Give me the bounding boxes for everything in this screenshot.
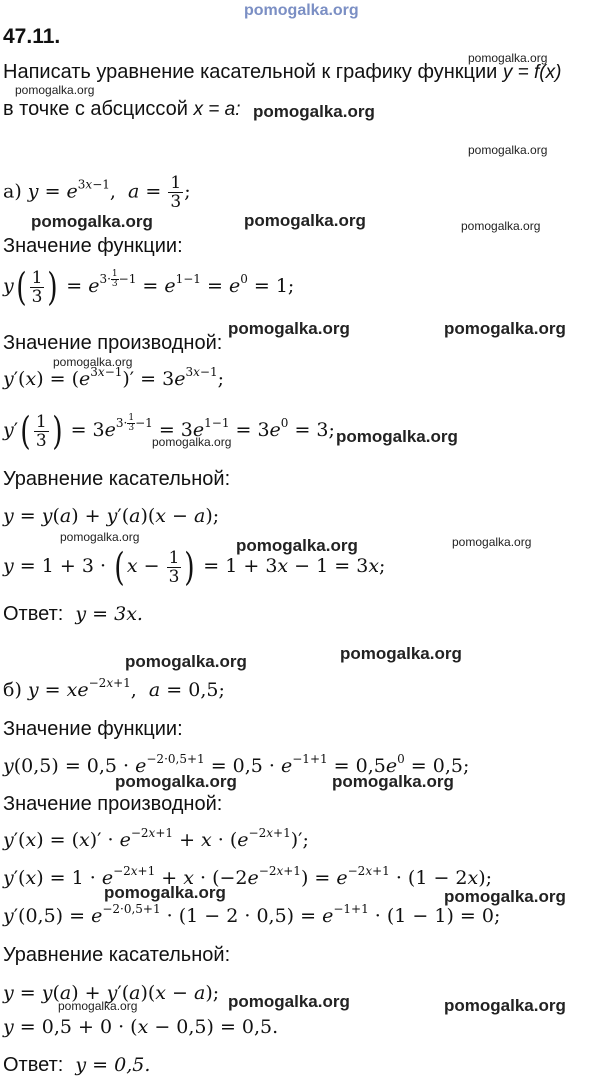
site-watermark: pomogalka.org — [125, 652, 247, 671]
part-b-func-value: $y(0,5) = 0,5 \cdot e^{-2\cdot 0,5+1} = 0,5 \cdot e^{-1+1} = 0,5e^0 = 0,5$; — [3, 752, 470, 777]
site-watermark: pomogalka.org — [468, 143, 548, 157]
task-math-2: x = a: — [193, 99, 241, 120]
site-watermark-top: pomogalka.org — [244, 2, 359, 19]
part-b-tangent-label: Уравнение касательной: — [3, 944, 231, 966]
task-math-1: y = f(x) — [502, 62, 562, 83]
task-line-1 — [3, 62, 561, 82]
site-watermark: pomogalka.org — [53, 355, 133, 369]
part-a-statement: а) $y = e^{3x-1}$, a = $\frac{1}{3}$ ; — [3, 173, 191, 212]
site-watermark: pomogalka.org — [336, 427, 458, 446]
site-watermark: pomogalka.org — [228, 319, 350, 338]
part-a-tangent-label: Уравнение касательной: — [3, 468, 231, 490]
site-watermark: pomogalka.org — [104, 883, 226, 902]
site-watermark: pomogalka.org — [340, 644, 462, 663]
part-b-answer — [3, 1055, 150, 1075]
site-watermark: pomogalka.org — [60, 530, 140, 544]
site-watermark: pomogalka.org — [444, 319, 566, 338]
part-a-func-value: y( $\frac{1}{3}$ ) = $e^{3\cdot \frac{1}{3} -1} = e^{1-1} = e^0 = 1$; — [3, 265, 295, 309]
site-watermark: pomogalka.org — [236, 536, 358, 555]
part-a-marker: а) — [3, 180, 22, 203]
task-text-1: Написать уравнение касательной к графику функции — [3, 61, 498, 83]
part-b-value-func-label: Значение функции: — [3, 718, 183, 740]
part-a-answer — [3, 604, 143, 624]
part-a-value-func-label: Значение функции: — [3, 235, 183, 257]
part-a-answer-label: Ответ: — [3, 603, 64, 625]
site-watermark: pomogalka.org — [253, 102, 375, 121]
part-a-tangent-general: y = y(a) + y′(a)(x − a); — [3, 505, 220, 527]
problem-number: 47.11. — [3, 25, 61, 48]
site-watermark: pomogalka.org — [31, 212, 153, 231]
part-b-marker: б) — [3, 679, 22, 701]
site-watermark: pomogalka.org — [244, 211, 366, 230]
part-b-value-deriv-label: Значение производной: — [3, 793, 223, 815]
part-b-deriv-product: $y'(x) = (x)' \cdot e^{-2x+1} + x \cdot (e^{-2x+1})'$; — [3, 826, 309, 851]
site-watermark: pomogalka.org — [452, 535, 532, 549]
task-line-2 — [3, 99, 241, 119]
part-b-answer-value: y = 0,5. — [75, 1054, 151, 1076]
part-b-statement: б) $y = xe^{-2x+1}$, a = 0,5; — [3, 676, 225, 701]
site-watermark: pomogalka.org — [332, 772, 454, 791]
site-watermark: pomogalka.org — [228, 992, 350, 1011]
part-b-answer-label: Ответ: — [3, 1054, 64, 1076]
part-b-deriv-value: $y'(0,5) = e^{-2\cdot 0,5+1} \cdot (1 - 2 \cdot 0,5) = e^{-1+1} \cdot (1 - 1) = 0$; — [3, 902, 501, 927]
site-watermark: pomogalka.org — [461, 219, 541, 233]
part-b-tangent-specific: y = 0,5 + 0 · (x − 0,5) = 0,5. — [3, 1016, 279, 1038]
part-a-answer-value: y = 3x. — [75, 603, 143, 625]
part-a-value-deriv-label: Значение производной: — [3, 332, 223, 354]
site-watermark: pomogalka.org — [58, 999, 138, 1013]
part-a-deriv-formula: $y'(x) = (e^{3x-1})' = 3e^{3x-1}$; — [3, 365, 224, 390]
site-watermark: pomogalka.org — [15, 83, 95, 97]
part-b-deriv-formula: $y'(x) = 1 \cdot e^{-2x+1} + x \cdot (-2e^{-2x+1}) = e^{-2x+1} \cdot (1 - 2x)$; — [3, 864, 493, 889]
part-a-deriv-value: y′( $\frac{1}{3}$ ) = $3e^{3\cdot \frac{1}{3} -1} = 3e^{1-1} = 3e^0 = 3$; — [3, 409, 335, 453]
part-b-tangent-general: y = y(a) + y′(a)(x − a); — [3, 982, 220, 1004]
site-watermark: pomogalka.org — [444, 887, 566, 906]
site-watermark: pomogalka.org — [152, 435, 232, 449]
part-a-tangent-specific: y = 1 + 3 · ( x − $\frac{1}{3}$ ) = 1 + 3x − 1 = 3x; — [3, 545, 386, 589]
site-watermark: pomogalka.org — [468, 51, 548, 65]
site-watermark: pomogalka.org — [444, 996, 566, 1015]
task-text-2: в точке с абсциссой — [3, 98, 188, 120]
site-watermark: pomogalka.org — [115, 772, 237, 791]
